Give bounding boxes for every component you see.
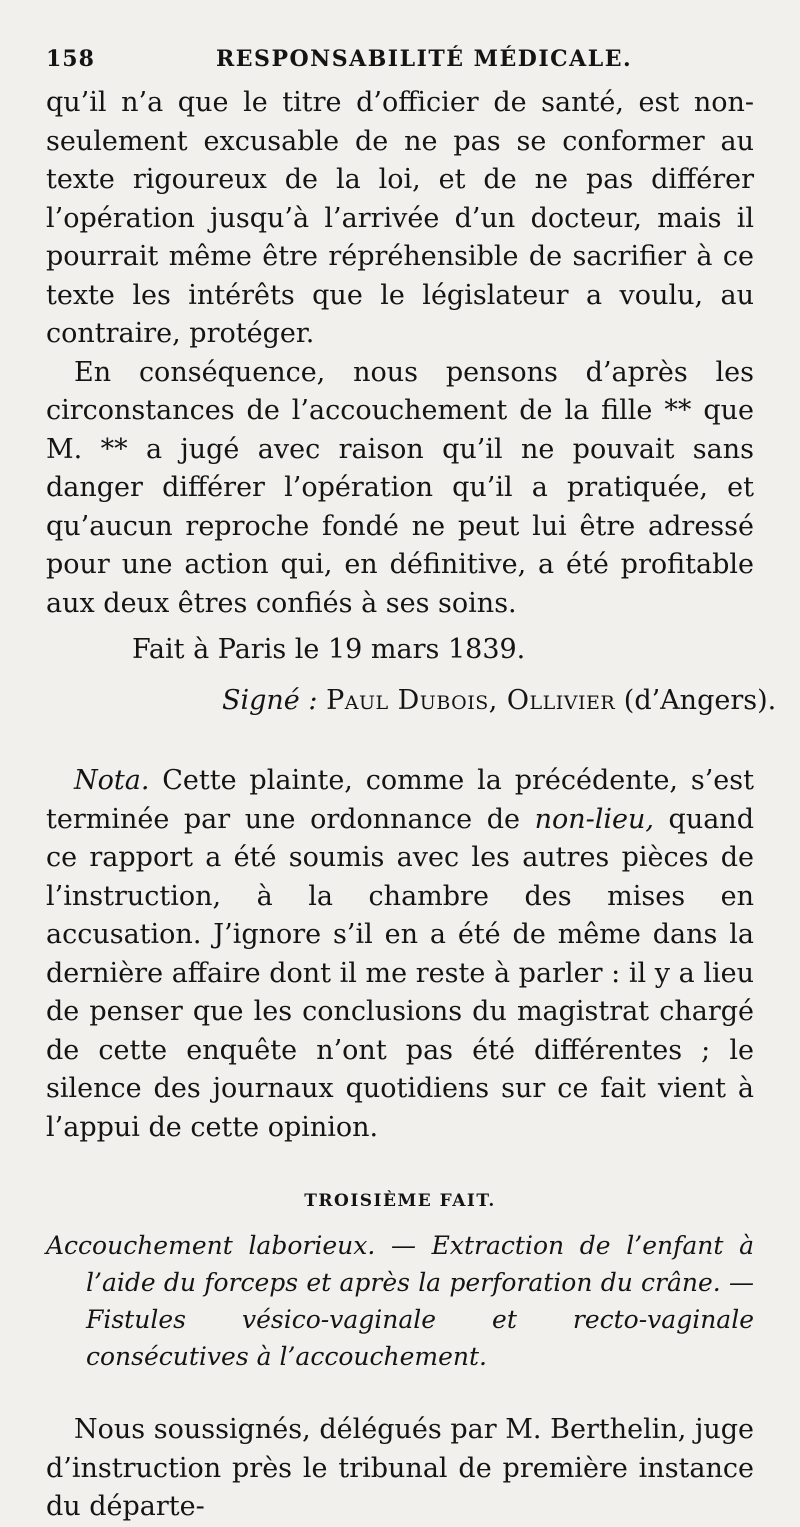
final-paragraph: Nous soussignés, délégués par M. Berthelin, juge d’instruction près le tribunal de première instance du départe-: [46, 1414, 754, 1522]
signatory-suffix: (d’Angers).: [623, 684, 777, 716]
nota-text-before: Cette plainte, comme la précédente, s’est terminée par une ordonnance de: [46, 765, 754, 835]
final-paragraph-block: [46, 1411, 754, 1527]
nota-text-after: quand ce rapport a été soumis avec les autres pièces de l’instruction, à la chambre des mises en accusation. J’ignore s’il en a été de même dans la dernière affaire dont il me reste à parler : il y a lieu de penser que les conclusions du magistrat chargé de cette enquête n’ont pas été différentes ; le silence des journaux quotidiens sur ce fait vient à l’appui de cette opinion.: [46, 803, 754, 1143]
nota-paragraph: [46, 762, 754, 1147]
signatories: Paul Dubois, Ollivier: [326, 684, 616, 716]
date-line: Fait à Paris le 19 mars 1839.: [132, 634, 526, 665]
signed-label: Signé :: [222, 684, 318, 716]
running-title: RESPONSABILITÉ MÉDICALE.: [216, 46, 633, 72]
running-head: [46, 28, 754, 84]
case-summary: Accouchement laborieux. — Extraction de l’enfant à l’aide du forceps et après la perforation du crâne. — Fistules vésico-vaginale et recto-vaginale consécutives à l’accouchement.: [46, 1231, 754, 1371]
nota-label: Nota.: [74, 765, 150, 796]
signature-line: [222, 682, 777, 721]
nota-italic-term: non-lieu,: [534, 803, 654, 835]
paragraph-continuation: qu’il n’a que le titre d’officier de santé, est non-seulement excusable de ne pas se conformer au texte rigoureux de la loi, et de ne pas différer l’opération jusqu’à l’arrivée d’un docteur, mais il pourrait même être répréhensible de sacrifier à ce texte les intérêts que le législateur a voulu, au contraire, protéger.: [46, 87, 754, 349]
main-text: [46, 84, 754, 623]
section-heading: TROISIÈME FAIT.: [304, 1191, 496, 1211]
nota-text: [46, 762, 754, 1147]
page-number: 158: [46, 46, 95, 72]
paragraph-conclusion: En conséquence, nous pensons d’après les circonstances de l’accouchement de la fille ** que M. ** a jugé avec raison qu’il ne pouvait sans danger différer l’opération qu’il a pratiquée, et qu’aucun reproche fondé ne peut lui être adressé pour une action qui, en définitive, a été profitable aux deux êtres confiés à ses soins.: [46, 356, 754, 619]
